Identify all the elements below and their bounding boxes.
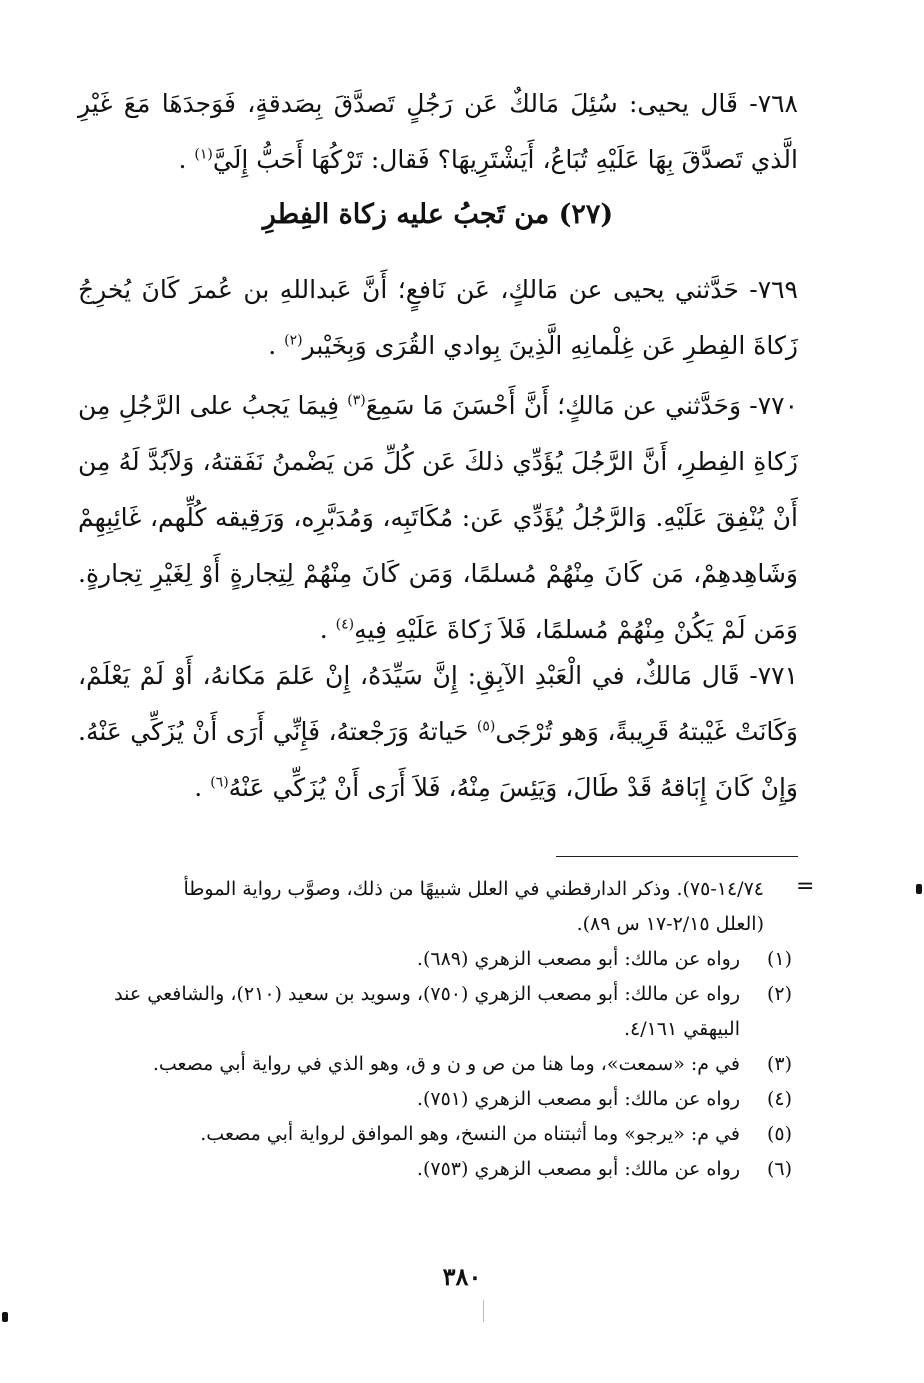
footnote-ref-1[interactable]: (١) xyxy=(194,146,213,163)
hadith-770-tail: . xyxy=(319,615,336,644)
footnote-number: (٢) xyxy=(766,983,792,1005)
footnote-text: رواه عن مالك: أبو مصعب الزهري (٧٥٣). xyxy=(416,1158,740,1180)
hadith-771 xyxy=(78,648,798,816)
footnote-separator xyxy=(556,856,798,857)
footnote-ref-3[interactable]: (٣) xyxy=(347,392,366,409)
footnote-1 xyxy=(78,942,792,977)
scan-crease xyxy=(483,1300,484,1322)
hadith-768-tail: . xyxy=(178,145,195,174)
footnote-text: رواه عن مالك: أبو مصعب الزهري (٧٥٠)، وسويد بن سعيد (٢١٠)، والشافعي عند البيهقي ٤/١٦١. xyxy=(114,983,740,1040)
continuation-mark: = xyxy=(796,874,815,899)
footnote-continuation-line2: (العلل ٢/١٥-١٧ س ٨٩). xyxy=(576,913,764,935)
footnotes xyxy=(78,872,792,1187)
footnote-number: (٤) xyxy=(766,1088,792,1110)
footnote-text: في م: «سمعت»، وما هنا من ص و ن و ق، وهو الذي في رواية أبي مصعب. xyxy=(152,1053,740,1075)
hadith-768-text: ٧٦٨- قَال يحيى: سُئِلَ مَالكٌ عَن رَجُلٍ تَصدَّقَ بِصَدقةٍ، فَوَجدَهَا مَعَ غَيْرِ الَّذي تَصدَّقَ بِهَا عَلَيْهِ تُبَاعُ، أَيَشْتَرِيهَا؟ فَقال: تَرْكُهَا أَحَبُّ إِلَيَّ xyxy=(78,89,798,174)
footnote-number: (٣) xyxy=(766,1053,792,1075)
footnote-3 xyxy=(78,1047,792,1082)
hadith-769 xyxy=(78,262,798,374)
footnote-text: رواه عن مالك: أبو مصعب الزهري (٦٨٩). xyxy=(416,948,740,970)
section-heading: (٢٧) من تَجبُ عليه زكاة الفِطرِ xyxy=(262,199,614,230)
hadith-771-text-a: ٧٧١- قَال مَالكٌ، في الْعَبْدِ الآبِقِ: إِنَّ سَيِّدَهُ، إِنْ عَلمَ مَكانهُ، أَوْ لَمْ يَعْلَمْ، وَكَانَتْ غَيْبتهُ قَرِيبةً، وَهو تُرْجَى xyxy=(78,661,798,746)
hadith-770-text-b: فِيمَا يَجبُ على الرَّجُلِ مِن زَكاةِ الفِطرِ، أَنَّ الرَّجُلَ يُؤَدِّي ذلكَ عَن كُلِّ مَن يَضْمنُ نَفَقتهُ، وَلاَبُدَّ لَهُ مِن أَنْ يُنْفِقَ عَلَيْهِ. وَالرَّجُلُ يُؤَدِّي عَن: مُكَاتَبِه، وَمُدَبَّرِه، وَرَقِيقه كُلِّهم، غَائِبِهِمْ وَشَاهِدهِمْ، مَن كَانَ مِنْهُمْ مُسلمًا، وَمَن كَانَ مِنْهُمْ لِتِجارةٍ أَوْ لِغَيْرِ تِجارةٍ. وَمَن لَمْ يَكُنْ مِنْهُمْ مُسلمًا، فَلاَ زَكاةَ عَلَيْهِ فِيهِ xyxy=(78,391,798,644)
footnote-2 xyxy=(78,977,792,1047)
scan-edge-mark xyxy=(2,1312,8,1322)
hadith-771-text-b: حَياتهُ وَرَجْعتهُ، فَإِنِّي أَرَى أَنْ يُزَكِّي عَنْهُ. وَإِنْ كَانَ إِبَاقهُ قَدْ طَالَ، وَيَئِسَ مِنْهُ، فَلاَ أَرَى أَنْ يُزَكِّي عَنْهُ xyxy=(78,717,798,802)
hadith-769-text: ٧٦٩- حَدَّثني يحيى عن مَالكٍ، عَن نَافعٍ؛ أَنَّ عَبداللهِ بن عُمرَ كَانَ يُخرِجُ زَكاةَ الفِطرِ عَن غِلْمانِهِ الَّذِينَ بِوادي القُرَى وَبِخَيْبر xyxy=(78,275,798,360)
footnote-number: (٥) xyxy=(766,1123,792,1145)
hadith-771-tail: . xyxy=(194,773,211,802)
hadith-768 xyxy=(78,76,798,188)
footnote-ref-4[interactable]: (٤) xyxy=(335,616,355,633)
footnote-5 xyxy=(78,1117,792,1152)
footnote-ref-2[interactable]: (٢) xyxy=(284,332,303,349)
scan-edge-mark xyxy=(916,884,922,894)
footnote-continuation xyxy=(78,872,792,942)
hadith-770-text-a: ٧٧٠- وَحَدَّثني عن مَالكٍ؛ أَنَّ أَحْسَنَ مَا سَمِعَ xyxy=(365,391,799,420)
hadith-769-tail: . xyxy=(268,331,285,360)
footnote-text: في م: «يرجو» وما أثبتناه من النسخ، وهو الموافق لرواية أبي مصعب. xyxy=(200,1123,740,1145)
footnote-6 xyxy=(78,1152,792,1187)
page-number: ٣٨٠ xyxy=(442,1262,482,1291)
footnote-4 xyxy=(78,1082,792,1117)
footnote-number: (٦) xyxy=(766,1158,792,1180)
footnote-continuation-line1: ١٤/٧٤-٧٥). وذكر الدارقطني في العلل شبيهًا من ذلك، وصوَّب رواية الموطأ xyxy=(183,878,764,900)
hadith-770 xyxy=(78,378,798,658)
footnote-number: (١) xyxy=(766,948,792,970)
footnote-ref-6[interactable]: (٦) xyxy=(210,774,229,791)
footnote-ref-5[interactable]: (٥) xyxy=(476,718,496,735)
footnote-text: رواه عن مالك: أبو مصعب الزهري (٧٥١). xyxy=(416,1088,740,1110)
